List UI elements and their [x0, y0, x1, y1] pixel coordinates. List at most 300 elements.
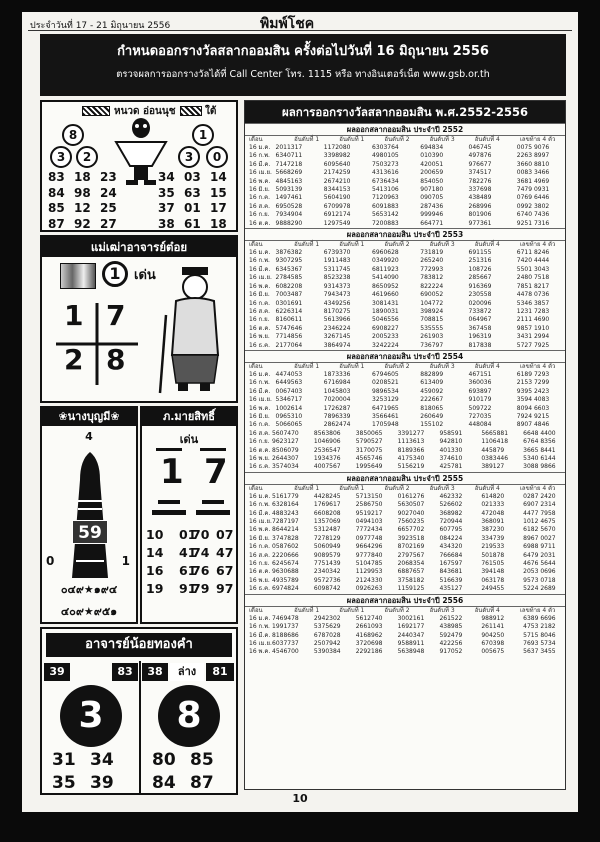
tip-number: 31 [52, 750, 76, 770]
prize-number-cell: 222667 [420, 396, 444, 404]
tip-number: 38 [158, 216, 175, 231]
number-circle: 1 [192, 124, 214, 146]
tip-panel-grandma [40, 235, 238, 403]
table-row [245, 194, 565, 202]
prize-number-cell: 2053 0696 [523, 568, 556, 576]
prize-number-cell: 7278129 [313, 534, 341, 542]
prize-number-cell: 3923518 [397, 534, 425, 542]
draw-date-cell: 16 เม.ย. [249, 396, 272, 404]
prize-number-cell: 4428245 [313, 492, 341, 500]
prize-number-cell: 801906 [468, 211, 492, 219]
prize-number-cell: 9588911 [397, 639, 425, 647]
prize-number-cell: 8650952 [372, 282, 399, 290]
prize-number-cell: 4845163 [275, 177, 303, 185]
table-row [245, 161, 565, 169]
table-row [245, 648, 565, 656]
prize-number-cell: 7020004 [323, 396, 351, 404]
prize-number-cell: 108726 [468, 265, 492, 273]
tip-number: 19 [146, 581, 164, 596]
prize-number-cell: 046745 [468, 144, 492, 151]
number-circle: 8 [62, 124, 84, 146]
year-heading: ผลออกสลากออมสิน ประจำปี 2554 [245, 350, 565, 363]
prize-number-cell: 4313616 [372, 169, 399, 177]
prize-number-cell: 8160611 [275, 316, 303, 324]
prize-number-cell: 3002161 [397, 614, 425, 622]
draw-date-cell: 16 ส.ค. [249, 429, 271, 437]
prize-number-cell: 394148 [481, 568, 505, 576]
draw-date-cell: 16 ม.ค. [249, 249, 271, 257]
vertical-divider [139, 661, 141, 793]
prize-number-cell: 5413106 [372, 186, 399, 194]
prize-number-cell: 5501 3043 [516, 265, 550, 273]
prize-number-cell: 2661093 [355, 623, 383, 631]
column-header: เดือน [249, 241, 263, 249]
prize-number-cell: 3747828 [272, 534, 299, 542]
table-row [245, 308, 565, 316]
tip-number: 12 [74, 201, 91, 215]
number-tag: 83 [112, 663, 138, 681]
tip-number: 16 [146, 563, 164, 578]
draw-date-cell: 16 เม.ย. [249, 169, 272, 177]
thai-digit-line: ๔๐๙★๙๕๑ [60, 605, 118, 618]
draw-date-cell: 16 ธ.ค. [249, 463, 271, 471]
column-header: อันดับที่ 4 [474, 241, 500, 249]
prize-number-cell: 0301691 [275, 299, 303, 307]
prize-number-cell: 5104785 [355, 560, 383, 568]
table-row [245, 518, 565, 526]
prize-number-cell: 5607470 [272, 429, 299, 437]
panel-tag: ใต้ [204, 106, 217, 117]
prize-number-cell: 8967 0027 [523, 534, 556, 542]
tip-number: 34 [158, 170, 175, 184]
prize-number-cell: 1172080 [323, 144, 351, 151]
draw-date-cell: 16 มี.ค. [249, 631, 271, 639]
prize-number-cell: 337698 [468, 186, 492, 194]
prize-number-cell: 5653142 [372, 211, 399, 219]
prize-number-cell: 8189366 [397, 446, 425, 454]
prize-number-cell: 8644214 [272, 526, 299, 534]
column-header: อันดับที่ 4 [474, 136, 500, 143]
cross-number: 1 [64, 299, 84, 332]
prize-number-cell: 196319 [468, 333, 492, 341]
draw-date-cell: 16 เม.ย. [249, 639, 272, 647]
prize-number-cell: 1890031 [372, 307, 399, 315]
tip-number: 18 [74, 170, 91, 184]
prize-number-cell: 3431 2994 [516, 333, 550, 341]
prize-number-cell: 6608208 [313, 509, 341, 517]
prize-number-cell: 6811923 [372, 265, 399, 273]
prize-number-cell: 6974824 [272, 585, 299, 593]
prize-number-cell: 720944 [439, 518, 463, 526]
column-header: อันดับที่ 2 [384, 136, 410, 143]
table-row [245, 526, 565, 534]
prize-number-cell: 1995649 [355, 463, 383, 471]
prize-number-cell: 3850065 [355, 429, 383, 437]
prize-number-cell: 6950528 [275, 202, 303, 210]
prize-number-cell: 7479 0931 [516, 186, 550, 194]
column-header: อันดับที่ 2 [384, 241, 410, 249]
table-row [245, 283, 565, 291]
prize-number-cell: 2507942 [313, 639, 341, 647]
prize-number-cell: 6711 8246 [516, 249, 550, 257]
prize-number-cell: 6794605 [372, 370, 399, 378]
prize-number-cell: 287436 [420, 202, 444, 210]
table-row [245, 493, 565, 501]
column-header: เดือน [249, 362, 263, 370]
prize-number-cell: 7924 9215 [516, 412, 550, 420]
year-heading: ผลออกสลากออมสิน ประจำปี 2556 [245, 594, 565, 607]
tip-number: 35 [158, 185, 175, 200]
draw-date-cell: 16 มิ.ย. [249, 534, 270, 542]
prize-number-cell: 1934376 [313, 455, 341, 462]
number-tag: 39 [44, 663, 70, 681]
prize-number-cell: 7751439 [313, 560, 341, 568]
prize-number-cell: 0992 3802 [516, 202, 550, 210]
prize-number-cell: 2292186 [355, 648, 383, 656]
big-number: 3 [60, 685, 122, 747]
play-label: เด่น [134, 268, 156, 283]
featured-digit: 1 [160, 452, 184, 492]
column-header-row [245, 363, 565, 371]
prize-number-cell: 2586750 [355, 501, 383, 509]
prize-number-cell: 005675 [481, 648, 505, 656]
prize-number-cell: 0383446 [481, 455, 509, 462]
prize-number-cell: 367458 [468, 324, 492, 332]
prize-number-cell: 5665881 [481, 429, 509, 437]
prize-number-cell: 7120963 [372, 194, 399, 202]
tip-number: 61 [184, 216, 201, 231]
prize-number-cell: 4349256 [323, 299, 351, 307]
panel-title: ภ.มายสิทธิ์ [142, 408, 236, 426]
prize-number-cell: 3242224 [372, 341, 399, 349]
prize-number-cell: 8563806 [313, 429, 341, 437]
prize-number-cell: 1045803 [323, 387, 351, 395]
table-row [245, 405, 565, 413]
draw-date-cell: 16 ต.ค. [249, 568, 271, 576]
table-row [245, 632, 565, 640]
prize-number-cell: 2011317 [275, 144, 303, 151]
top-digit: 4 [85, 430, 93, 443]
announcement-banner [40, 34, 566, 96]
draw-date-cell: 16 ก.ค. [249, 299, 271, 307]
prize-number-cell: 882899 [420, 370, 444, 378]
draw-date-cell: 16 มี.ค. [249, 387, 271, 395]
prize-number-cell: 7693 5734 [523, 639, 556, 647]
prize-number-cell: 5340 6144 [523, 455, 556, 462]
prize-number-cell: 9314373 [323, 282, 351, 290]
prize-number-cell: 917052 [439, 648, 463, 656]
prize-number-cell: 3720698 [355, 639, 383, 647]
prize-number-cell: 1692177 [397, 623, 425, 631]
tip-number: 14 [210, 170, 227, 184]
prize-number-cell: 2862474 [323, 421, 351, 429]
prize-number-cell: 2797567 [397, 551, 425, 559]
prize-number-cell: 155102 [420, 421, 444, 429]
tip-number: 01 [179, 527, 197, 542]
tip-number: 41 [179, 545, 197, 560]
prize-number-cell: 501878 [481, 551, 505, 559]
prize-number-cell: 1297549 [323, 219, 351, 227]
prize-number-cell: 268996 [468, 202, 492, 210]
prize-number-cell: 6082208 [275, 282, 303, 290]
prize-number-cell: 1911483 [323, 257, 351, 265]
prize-number-cell: 422256 [439, 639, 463, 647]
tip-number: 39 [90, 773, 114, 793]
prize-number-cell: 6328164 [272, 501, 299, 509]
results-title: ผลการออกรางวัลสลากออมสิน พ.ศ.2552-2556 [245, 101, 565, 123]
tip-number: 07 [216, 527, 234, 542]
prize-number-cell: 977361 [468, 219, 492, 227]
prize-number-cell: 4980105 [372, 152, 399, 160]
featured-digit: 1 [102, 261, 128, 287]
prize-number-cell: 3665 8441 [523, 446, 556, 454]
table-row [245, 178, 565, 186]
prize-number-cell: 6912174 [323, 211, 351, 219]
cross-number: 7 [106, 299, 126, 332]
prize-number-cell: 4883243 [272, 509, 299, 517]
banknote-image [60, 263, 96, 289]
thai-digit-line: ๐๔๙★๑๙๔ [60, 583, 118, 596]
prize-number-cell: 6245674 [272, 560, 299, 568]
column-header: อันดับที่ 1 [294, 136, 320, 143]
draw-date-cell: 16 เม.ย. [249, 518, 272, 526]
prize-number-cell: 265240 [420, 257, 444, 265]
prize-number-cell: 6091883 [372, 202, 399, 210]
prize-number-cell: 1357069 [313, 518, 341, 526]
column-header: อันดับที่ 1 [339, 362, 365, 370]
prize-number-cell: 1873336 [323, 370, 351, 378]
column-header: เลขท้าย 4 ตัว [519, 362, 556, 370]
prize-number-cell: 9888290 [275, 219, 303, 227]
prize-number-cell: 261903 [420, 333, 444, 341]
prize-number-cell: 5346 3857 [516, 299, 550, 307]
tip-panel-nuat [40, 100, 238, 232]
table-row [245, 455, 565, 463]
prize-number-cell: 435127 [439, 585, 463, 593]
prize-number-cell: 6709978 [323, 202, 351, 210]
table-row [245, 615, 565, 623]
table-row [245, 152, 565, 160]
prize-number-cell: 7560235 [397, 518, 425, 526]
prize-number-cell: 9572736 [313, 576, 341, 584]
play-label: เด่น [179, 433, 199, 446]
prize-number-cell: 368091 [481, 518, 505, 526]
tip-panel-row [40, 406, 238, 624]
prize-number-cell: 2005233 [372, 333, 399, 341]
prize-number-cell: 249455 [481, 585, 505, 593]
prize-number-cell: 509722 [468, 404, 492, 412]
draw-date-cell: 16 ม.ค. [249, 492, 271, 500]
prize-number-cell: 736797 [420, 341, 444, 349]
prize-number-cell: 021333 [481, 501, 505, 509]
prize-number-cell: 3088 9866 [523, 463, 556, 471]
prize-number-cell: 1106418 [481, 438, 509, 446]
prize-number-cell: 9896534 [372, 387, 399, 395]
prize-number-cell: 9395 2423 [516, 387, 550, 395]
draw-date-cell: 16 ม.ค. [249, 144, 271, 151]
tip-number: 17 [210, 201, 227, 215]
prize-number-cell: 772993 [420, 265, 444, 273]
prize-number-cell: 401330 [439, 446, 463, 454]
featured-digit: 7 [204, 452, 228, 492]
prize-number-cell: 6189 7293 [516, 370, 550, 378]
prize-number-cell: 398924 [420, 307, 444, 315]
panel-title: แม่เฒ่าอาจารย์ต๋อย [42, 237, 236, 257]
tip-number: 85 [190, 750, 214, 770]
year-heading: ผลออกสลากออมสิน ประจำปี 2552 [245, 123, 565, 136]
prize-number-cell: 7503273 [372, 160, 399, 168]
draw-date-cell: 16 ม.ค. [249, 370, 271, 378]
prize-number-cell: 200659 [420, 169, 444, 177]
tip-number: 92 [74, 216, 91, 231]
column-header: เดือน [249, 136, 263, 143]
column-header-row [245, 136, 565, 144]
prize-number-cell: 526602 [439, 501, 463, 509]
prize-number-cell: 0494103 [355, 518, 383, 526]
prize-number-cell: 2536547 [313, 446, 341, 454]
prize-number-cell: 5311745 [323, 265, 351, 273]
draw-date-cell: 16 พ.ย. [249, 576, 270, 584]
draw-date-cell: 16 ก.พ. [249, 501, 270, 509]
table-row [245, 585, 565, 593]
panel-title: หนวด อ่อนนุช [114, 106, 176, 117]
column-header: อันดับที่ 1 [294, 362, 320, 370]
prize-number-cell: 387230 [481, 526, 505, 534]
prize-number-cell: 0075 9076 [516, 144, 550, 151]
draw-date-cell: 16 ก.ค. [249, 194, 271, 202]
number-circle: 3 [178, 146, 200, 168]
table-row [245, 203, 565, 211]
prize-number-cell: 9777840 [355, 551, 383, 559]
draw-date-cell: 16 มี.ค. [249, 265, 271, 273]
column-header: เลขท้าย 4 ตัว [519, 136, 556, 143]
prize-number-cell: 9630688 [272, 568, 299, 576]
banner-contact: ตรวจผลการออกรางวัลได้ที่ Call Center โทร. 1115 หรือ ทางอินเตอร์เน็ต www.gsb.or.th [116, 69, 490, 80]
prize-number-cell: 9573 0718 [523, 576, 556, 584]
table-row [245, 300, 565, 308]
prize-number-cell: 1113613 [397, 438, 425, 446]
prize-number-cell: 4007567 [313, 463, 341, 471]
prize-number-cell: 1129953 [355, 568, 383, 576]
page-number: 10 [292, 792, 308, 805]
prize-number-cell: 3391277 [397, 429, 425, 437]
prize-number-cell: 374517 [468, 169, 492, 177]
table-row [245, 560, 565, 568]
tip-number: 87 [190, 773, 214, 793]
column-header: เลขท้าย 4 ตัว [519, 484, 556, 492]
prize-number-cell: 854050 [420, 177, 444, 185]
column-header: อันดับที่ 3 [429, 136, 455, 143]
draw-date-cell: 16 มี.ค. [249, 509, 271, 517]
prize-number-cell: 6787028 [313, 631, 341, 639]
prize-number-cell: 2177064 [275, 341, 303, 349]
prize-number-cell: 664771 [420, 219, 444, 227]
prize-number-cell: 219533 [481, 543, 505, 551]
prize-number-cell: 6764 8356 [523, 438, 556, 446]
draw-date-cell: 16 ม.ค. [249, 614, 271, 622]
prize-number-cell: 7851 8217 [516, 282, 550, 290]
prize-number-cell: 251316 [468, 257, 492, 265]
prize-number-cell: 4753 2182 [523, 623, 556, 631]
prize-number-cell: 0587602 [272, 543, 299, 551]
center-number: 59 [72, 520, 108, 544]
prize-number-cell: 7287197 [272, 518, 299, 526]
prize-number-cell: 104772 [420, 299, 444, 307]
prize-number-cell: 9623127 [272, 438, 299, 446]
column-header: อันดับที่ 4 [474, 362, 500, 370]
draw-date-cell: 16 ส.ค. [249, 307, 271, 315]
prize-number-cell: 6657702 [397, 526, 425, 534]
draw-date-cell: 16 เม.ย. [249, 274, 272, 282]
publication-logo: พิมพ์โชค [260, 16, 315, 32]
prize-number-cell: 4478 0736 [516, 291, 550, 299]
prize-number-cell: 4935789 [272, 576, 299, 584]
table-row [245, 640, 565, 648]
prize-number-cell: 374610 [439, 455, 463, 462]
prize-number-cell: 817838 [468, 341, 492, 349]
prize-number-cell: 260649 [420, 412, 444, 420]
prize-number-cell: 2124330 [355, 576, 383, 584]
prize-number-cell: 2111 4690 [516, 316, 550, 324]
prize-number-cell: 691155 [468, 249, 492, 257]
prize-number-cell: 2174259 [323, 169, 351, 177]
prize-number-cell: 5156219 [397, 463, 425, 471]
right-number-grid [158, 170, 236, 232]
column-header: เลขท้าย 4 ตัว [519, 606, 556, 614]
prize-number-cell: 5312487 [313, 526, 341, 534]
tip-number: 24 [100, 185, 117, 200]
tip-panel-maisit [140, 406, 238, 624]
prize-number-cell: 958591 [439, 429, 463, 437]
prize-number-cell: 9857 1910 [516, 324, 550, 332]
year-heading: ผลออกสลากออมสิน ประจำปี 2555 [245, 472, 565, 485]
prize-number-cell: 907180 [420, 186, 444, 194]
prize-number-cell: 693897 [468, 387, 492, 395]
prize-number-cell: 670398 [481, 639, 505, 647]
tip-number: 25 [100, 201, 117, 215]
prize-number-cell: 613409 [420, 379, 444, 387]
table-row [245, 396, 565, 404]
prize-number-cell: 261522 [439, 614, 463, 622]
prize-number-cell: 462332 [439, 492, 463, 500]
prize-number-cell: 467151 [468, 370, 492, 378]
prize-number-cell: 2153 7299 [516, 379, 550, 387]
prize-number-cell: 5713150 [355, 492, 383, 500]
number-tag: 38 [142, 663, 168, 681]
number-circle: 2 [76, 146, 98, 168]
big-number: 8 [158, 685, 220, 747]
prize-number-cell: 1002614 [275, 404, 303, 412]
prize-number-cell: 0161276 [397, 492, 425, 500]
tip-number: 34 [90, 750, 114, 770]
prize-number-cell: 2440347 [397, 631, 425, 639]
prize-number-cell: 448084 [468, 421, 492, 429]
prize-number-cell: 7934904 [275, 211, 303, 219]
prize-number-cell: 6908227 [372, 324, 399, 332]
prize-number-cell: 3398982 [323, 152, 351, 160]
tip-number: 47 [216, 545, 234, 560]
hatched-tag [180, 106, 202, 116]
table-row [245, 186, 565, 194]
prize-number-cell: 8523238 [323, 274, 351, 282]
table-row [245, 291, 565, 299]
prize-number-cell: 6037737 [272, 639, 299, 647]
panel-title: ❀นางบุญมี❀ [42, 408, 136, 426]
prize-number-cell: 0083 3466 [516, 169, 550, 177]
prize-number-cell: 7147218 [275, 160, 303, 168]
header-divider [28, 30, 572, 31]
prize-number-cell: 3566461 [372, 412, 399, 420]
